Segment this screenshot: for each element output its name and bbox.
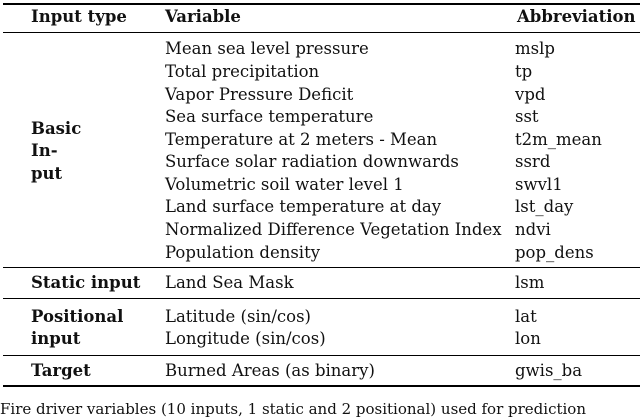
abbreviation-cell: ndvi: [515, 220, 551, 239]
variable-cell: Sea surface temperature: [165, 107, 374, 126]
abbreviation-cell: t2m_mean: [515, 130, 602, 149]
header-variable: Variable: [165, 7, 241, 26]
basic-bottom-rule: [3, 267, 640, 268]
header-input-type: Input type: [31, 7, 127, 26]
basic-label-line1: Basic: [31, 119, 82, 138]
variable-cell: Total precipitation: [165, 62, 320, 81]
static-bottom-rule: [3, 298, 640, 299]
static-label: Static input: [31, 273, 141, 292]
variable-cell: Temperature at 2 meters - Mean: [165, 130, 438, 149]
variable-cell: Surface solar radiation downwards: [165, 152, 459, 171]
variable-cell: Longitude (sin/cos): [165, 329, 326, 348]
basic-label-line2: In-: [31, 141, 58, 160]
abbreviation-cell: ssrd: [515, 152, 551, 171]
abbreviation-cell: sst: [515, 107, 539, 126]
abbreviation-cell: vpd: [515, 85, 546, 104]
variable-cell: Land surface temperature at day: [165, 197, 442, 216]
variable-cell: Land Sea Mask: [165, 273, 294, 292]
variable-cell: Latitude (sin/cos): [165, 307, 311, 326]
abbreviation-cell: lon: [515, 329, 541, 348]
positional-label-line2: input: [31, 329, 81, 348]
header-rule: [3, 32, 640, 33]
variable-cell: Normalized Difference Vegetation Index: [165, 220, 502, 239]
bottom-rule: [3, 385, 640, 387]
abbreviation-cell: gwis_ba: [515, 361, 583, 380]
variable-cell: Vapor Pressure Deficit: [165, 85, 354, 104]
abbreviation-cell: lat: [515, 307, 537, 326]
variable-cell: Volumetric soil water level 1: [165, 175, 404, 194]
top-rule: [3, 3, 640, 5]
variable-cell: Population density: [165, 243, 321, 262]
table-caption: Fire driver variables (10 inputs, 1 static and 2 positional) used for prediction: [0, 400, 586, 418]
abbreviation-cell: tp: [515, 62, 533, 81]
positional-bottom-rule: [3, 355, 640, 356]
abbreviation-cell: swvl1: [515, 175, 563, 194]
header-abbreviation: Abbreviation: [517, 7, 636, 26]
variable-cell: Mean sea level pressure: [165, 39, 369, 58]
abbreviation-cell: mslp: [515, 39, 555, 58]
abbreviation-cell: lst_day: [515, 197, 574, 216]
target-label: Target: [31, 361, 91, 380]
variable-cell: Burned Areas (as binary): [165, 361, 375, 380]
abbreviation-cell: pop_dens: [515, 243, 594, 262]
positional-label-line1: Positional: [31, 307, 124, 326]
abbreviation-cell: lsm: [515, 273, 545, 292]
basic-label-line3: put: [31, 164, 63, 183]
